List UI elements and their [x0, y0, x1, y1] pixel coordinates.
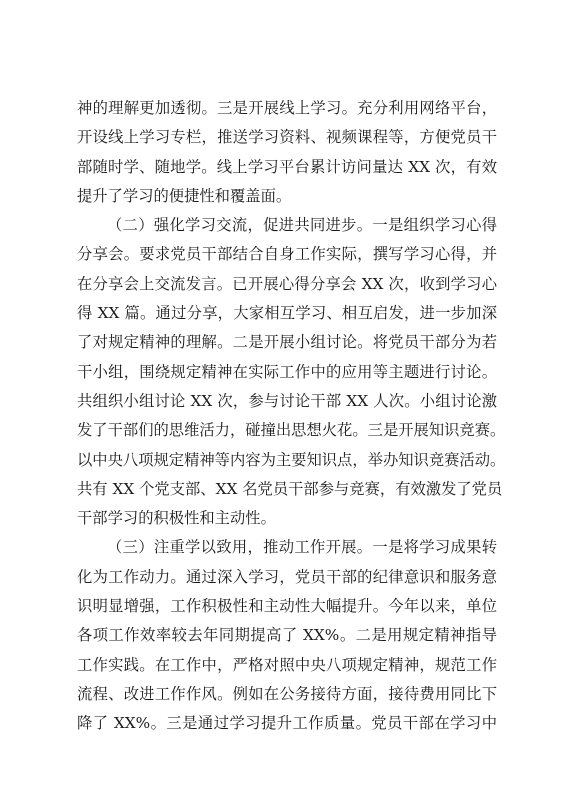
text-line: 识明显增强，工作积极性和主动性大幅提升。今年以来，单位 [77, 597, 497, 616]
text-line: 提升了学习的便捷性和覆盖面。 [77, 186, 292, 205]
text-line: 共组织小组讨论 XX 次，参与讨论干部 XX 人次。小组讨论激 [77, 391, 497, 410]
text-line: 以中央八项规定精神等内容为主要知识点，举办知识竞赛活动。 [77, 450, 506, 469]
text-line: 发了干部们的思维活力，碰撞出思想火花。三是开展知识竞赛。 [77, 421, 506, 440]
text-line: 化为工作动力。通过深入学习，党员干部的纪律意识和服务意 [77, 567, 497, 586]
text-line: 在分享会上交流发言。已开展心得分享会 XX 次，收到学习心 [77, 274, 497, 293]
text-line: 流程、改进工作作风。例如在公务接待方面，接待费用同比下 [77, 684, 497, 703]
text-line: 开设线上学习专栏，推送学习资料、视频课程等，方便党员干 [77, 128, 497, 147]
text-line: 干部学习的积极性和主动性。 [77, 509, 276, 528]
document-body-text [77, 94, 506, 739]
text-line: 了对规定精神的理解。二是开展小组讨论。将党员干部分为若 [77, 333, 497, 352]
text-line: 部随时学、随地学。线上学习平台累计访问量达 XX 次，有效 [77, 157, 497, 176]
text-line: 共有 XX 个党支部、XX 名党员干部参与竞赛，有效激发了党员 [77, 479, 503, 498]
text-line: 得 XX 篇。通过分享，大家相互学习、相互启发，进一步加深 [77, 304, 497, 323]
text-line: 工作实践。在工作中，严格对照中央八项规定精神，规范工作 [77, 655, 497, 674]
text-line: 降了 XX%。三是通过学习提升工作质量。党员干部在学习中 [77, 714, 497, 733]
text-line: （三）注重学以致用，推动工作开展。一是将学习成果转 [107, 538, 497, 557]
text-line: 各项工作效率较去年同期提高了 XX%。二是用规定精神指导 [77, 626, 497, 645]
text-line: 神的理解更加透彻。三是开展线上学习。充分利用网络平台， [77, 99, 497, 117]
text-line: 干小组，围绕规定精神在实际工作中的应用等主题进行讨论。 [77, 362, 497, 381]
text-line: 分享会。要求党员干部结合自身工作实际，撰写学习心得，并 [77, 245, 497, 264]
text-line: （二）强化学习交流，促进共同进步。一是组织学习心得 [107, 216, 497, 235]
